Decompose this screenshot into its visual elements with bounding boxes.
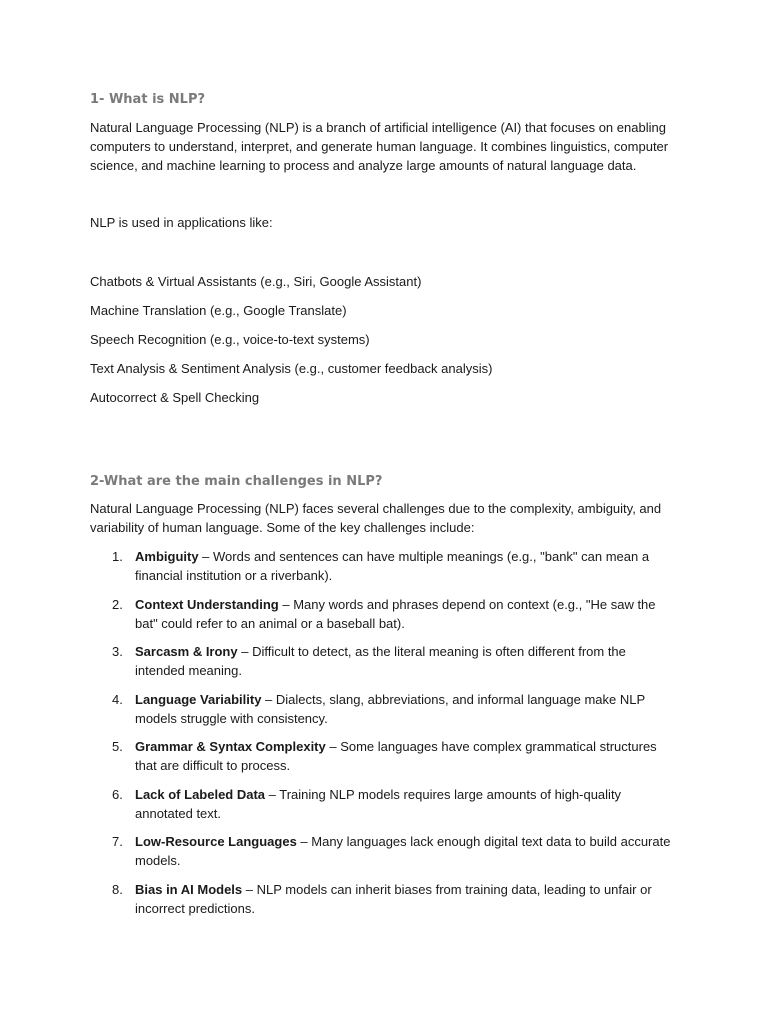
challenge-item [90,785,675,823]
challenge-description: – Many languages lack enough digital text data to build accurate models. [135,834,671,868]
challenge-description: – Difficult to detect, as the literal meaning is often different from the intended meaning. [135,644,626,678]
challenge-term: Ambiguity [135,549,199,564]
challenge-description: – Words and sentences can have multiple meanings (e.g., "bank" can mean a financial institution or a riverbank). [135,549,650,583]
application-item: Text Analysis & Sentiment Analysis (e.g., customer feedback analysis) [90,361,493,376]
challenge-number: 8. [112,881,123,897]
challenge-item [90,642,675,680]
challenge-description: – Some languages have complex grammatical structures that are difficult to process. [135,739,657,773]
challenge-item [90,690,675,728]
challenge-item [90,547,675,585]
challenge-number: 5. [112,739,123,754]
challenge-number: 4. [112,691,123,707]
challenge-item [90,595,675,633]
challenges-list [90,547,680,927]
challenge-item [90,737,675,775]
section-2-intro: Natural Language Processing (NLP) faces several challenges due to the complexity, ambiguity, and variability of human language. Some of the key challenges include: [90,501,662,535]
challenge-number: 3. [112,644,123,659]
challenge-term: Bias in AI Models [135,881,243,897]
challenge-description: – Dialects, slang, abbreviations, and informal language make NLP models struggle with consistency. [135,691,645,726]
challenge-term: Lack of Labeled Data [135,786,266,802]
challenge-term: Sarcasm & Irony [135,644,238,659]
section-2-heading: 2-What are the main challenges in NLP? [90,474,383,489]
challenge-item [90,880,675,918]
application-item: Chatbots & Virtual Assistants (e.g., Siri, Google Assistant) [90,274,422,289]
application-item: Machine Translation (e.g., Google Translate) [90,303,347,318]
challenge-number: 6. [112,786,123,802]
challenge-description: – Training NLP models requires large amounts of high-quality annotated text. [135,786,622,821]
challenge-term: Grammar & Syntax Complexity [135,739,326,754]
challenge-item [90,832,675,870]
application-item: Speech Recognition (e.g., voice-to-text systems) [90,332,370,347]
section-1-intro: Natural Language Processing (NLP) is a branch of artificial intelligence (AI) that focuses on enabling computers to understand, interpret, and generate human language. It combines linguistics, computer science, and machine learning to process and analyze large amounts of natural language data. [90,120,669,173]
challenge-number: 1. [112,549,123,564]
challenge-number: 7. [112,834,123,849]
challenge-description: – Many words and phrases depend on context (e.g., "He saw the bat" could refer to an animal or a baseball bat). [135,596,656,631]
application-item: Autocorrect & Spell Checking [90,390,260,405]
challenge-term: Low-Resource Languages [135,834,297,849]
challenge-number: 2. [112,596,123,612]
section-1-heading: 1- What is NLP? [90,92,206,107]
challenge-term: Context Understanding [135,596,279,612]
applications-lead: NLP is used in applications like: [90,215,273,230]
challenge-description: – NLP models can inherit biases from training data, leading to unfair or incorrect predictions. [135,881,652,916]
challenge-term: Language Variability [135,691,262,707]
